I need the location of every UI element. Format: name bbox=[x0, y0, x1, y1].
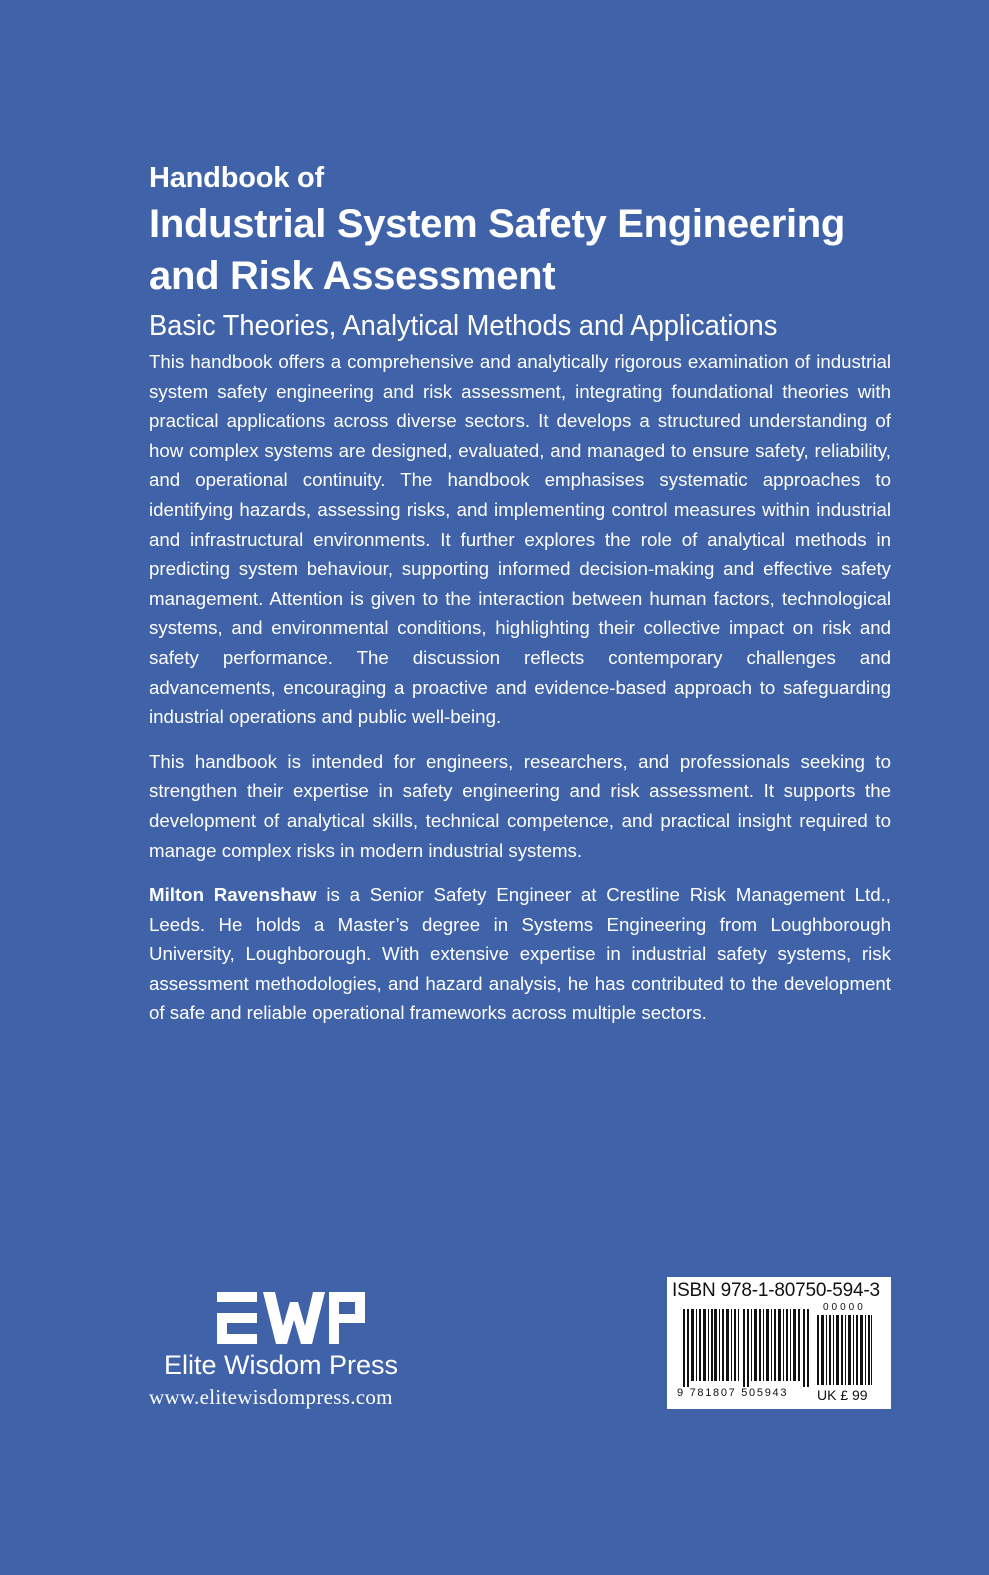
isbn-number: ISBN 978-1-80750-594-3 bbox=[672, 1280, 880, 1301]
author-name: Milton Ravenshaw bbox=[149, 884, 317, 906]
title-block bbox=[149, 160, 909, 344]
description-paragraph-1: This handbook offers a comprehensive and analytically rigorous examination of industrial system safety engineering and risk assessment, integrating foundational theories with practical applications across diverse sectors. It develops a structured understanding of how complex systems are designed, evaluated, and managed to ensure safety, reliability, and operational continuity. The handbook emphasises systematic approaches to identifying hazards, assessing risks, and implementing control measures within industrial and infrastructural environments. It further explores the role of analytical methods in predicting system behaviour, supporting informed decision-making and effective safety management. Attention is given to the interaction between human factors, technological systems, and environmental conditions, highlighting their collective impact on risk and safety performance. The discussion reflects contemporary challenges and advancements, encouraging a proactive and evidence-based approach to safeguarding industrial operations and public well-being. bbox=[149, 351, 891, 728]
barcode-bars-main bbox=[683, 1309, 811, 1387]
book-subtitle: Basic Theories, Analytical Methods and Applications bbox=[149, 310, 778, 342]
publisher-url: www.elitewisdompress.com bbox=[149, 1385, 393, 1409]
publisher-name: Elite Wisdom Press bbox=[164, 1350, 399, 1380]
book-title-line-1: Industrial System Safety Engineering bbox=[149, 202, 846, 246]
book-kicker: Handbook of bbox=[149, 162, 325, 194]
price-label: UK £ 99 bbox=[817, 1387, 868, 1403]
description-paragraph-2: This handbook is intended for engineers, researchers, and professionals seeking to strengthen their expertise in safety engineering and risk assessment. It supports the development of analytical skills, technical competence, and practical insight required to manage complex risks in modern industrial systems. bbox=[149, 750, 891, 861]
author-bio bbox=[149, 880, 891, 1028]
blurb bbox=[149, 347, 891, 1028]
barcode-bars-addon bbox=[817, 1315, 873, 1385]
ewp-logo-icon bbox=[217, 1292, 365, 1344]
barcode-addon-digits: 00000 bbox=[823, 1302, 866, 1313]
author-bio-text: is a Senior Safety Engineer at Crestline Risk Management Ltd., Leeds. He holds a Master’s degree in Systems Engineering from Loughborough University, Loughborough. With extensive expertise in industrial safety systems, risk assessment methodologies, and hazard analysis, he has contributed to the development of safe and reliable operational frameworks across multiple sectors. bbox=[149, 884, 891, 1024]
barcode-ean-digits: 9 781807 505943 bbox=[677, 1387, 789, 1399]
book-title-line-2: and Risk Assessment bbox=[149, 254, 556, 298]
isbn-barcode bbox=[667, 1277, 891, 1409]
book-title bbox=[149, 198, 909, 302]
